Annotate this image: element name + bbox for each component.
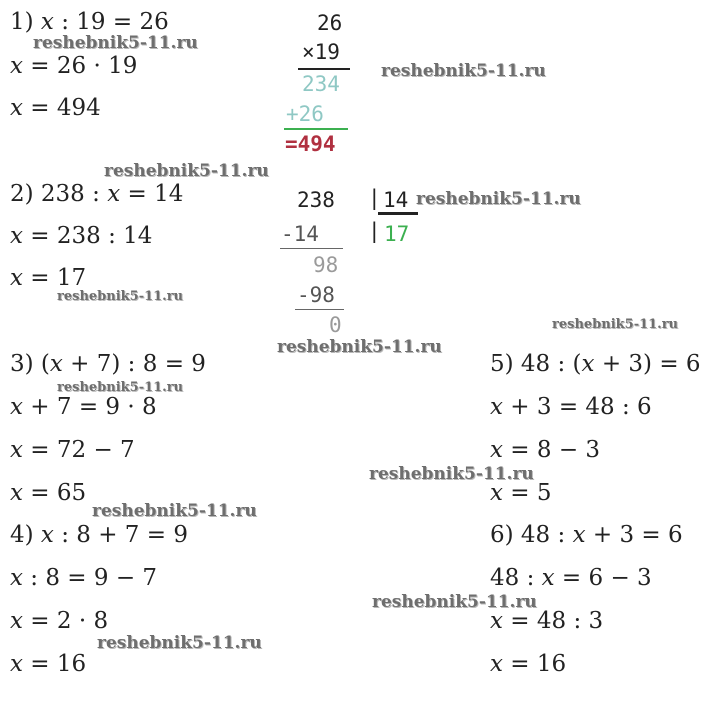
div-divisor: 14 — [383, 188, 409, 212]
p1-line2: x = 26 · 19 — [10, 53, 138, 79]
div-bar2: | — [368, 219, 381, 243]
watermark: reshebnik5-11.ru — [92, 501, 257, 521]
p2-line2: x = 238 : 14 — [10, 223, 153, 249]
mult-factor2: ×19 — [302, 40, 340, 64]
watermark: reshebnik5-11.ru — [369, 464, 534, 484]
watermark: reshebnik5-11.ru — [57, 380, 184, 395]
p5-line4: x = 5 — [490, 480, 552, 506]
mult-factor1: 26 — [317, 11, 343, 35]
p5-line2: x + 3 = 48 : 6 — [490, 394, 652, 420]
p6-line2: 48 : x = 6 − 3 — [490, 565, 652, 591]
p3-line4: x = 65 — [10, 480, 87, 506]
watermark: reshebnik5-11.ru — [381, 61, 546, 81]
mult-line — [298, 68, 350, 70]
div-dividend: 238 — [297, 188, 335, 212]
div-rem2: 0 — [329, 313, 342, 337]
watermark: reshebnik5-11.ru — [97, 633, 262, 653]
p6-line3: x = 48 : 3 — [490, 608, 604, 634]
div-line2 — [295, 309, 344, 310]
div-line1 — [280, 248, 343, 249]
div-quotient: 17 — [384, 222, 410, 246]
p6-line4: x = 16 — [490, 651, 567, 677]
div-bar1: | — [368, 186, 381, 210]
p1-line1: 1) x : 19 = 26 — [10, 9, 169, 35]
p3-line3: x = 72 − 7 — [10, 437, 135, 463]
p2-line3: x = 17 — [10, 265, 87, 291]
watermark: reshebnik5-11.ru — [552, 317, 679, 332]
mult-sum-line — [284, 128, 348, 130]
p2-line1: 2) 238 : x = 14 — [10, 181, 184, 207]
div-sub2: -98 — [297, 283, 335, 307]
div-divisor-line — [378, 212, 418, 215]
p5-line1: 5) 48 : (x + 3) = 6 — [490, 351, 701, 377]
watermark: reshebnik5-11.ru — [277, 337, 442, 357]
mult-partial1: 234 — [302, 72, 340, 96]
mult-partial2: +26 — [286, 102, 324, 126]
p1-line3: x = 494 — [10, 95, 101, 121]
p6-line1: 6) 48 : x + 3 = 6 — [490, 522, 683, 548]
p5-line3: x = 8 − 3 — [490, 437, 601, 463]
p4-line3: x = 2 · 8 — [10, 608, 109, 634]
div-rem1: 98 — [313, 253, 339, 277]
watermark: reshebnik5-11.ru — [33, 33, 198, 53]
watermark: reshebnik5-11.ru — [57, 289, 184, 304]
p4-line4: x = 16 — [10, 651, 87, 677]
p4-line1: 4) x : 8 + 7 = 9 — [10, 522, 188, 548]
mult-result: =494 — [285, 132, 336, 156]
watermark: reshebnik5-11.ru — [372, 592, 537, 612]
p3-line2: x + 7 = 9 · 8 — [10, 394, 157, 420]
watermark: reshebnik5-11.ru — [416, 189, 581, 209]
p4-line2: x : 8 = 9 − 7 — [10, 565, 158, 591]
p3-line1: 3) (x + 7) : 8 = 9 — [10, 351, 206, 377]
div-sub1: -14 — [281, 222, 319, 246]
watermark: reshebnik5-11.ru — [104, 161, 269, 181]
